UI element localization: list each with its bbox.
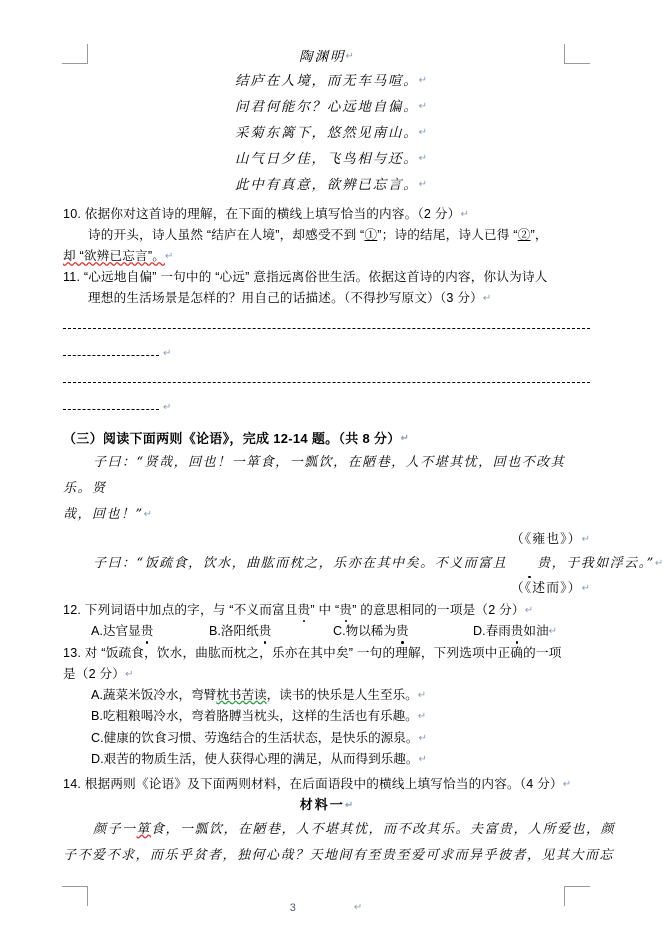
pilcrow-icon: ↵ <box>143 509 153 520</box>
analects-quote-2: 子曰：“饭疏食，饮水，曲肱而枕之，乐亦在其中矣。不义而富且 贵，于我如浮云。”↵ <box>63 551 590 577</box>
pilcrow-icon: ↵ <box>353 902 363 913</box>
pilcrow-icon: ↵ <box>344 799 354 811</box>
poem-line: 山气日夕佳，飞鸟相与还。↵ <box>235 151 427 167</box>
pilcrow-icon: ↵ <box>418 754 427 765</box>
analects-citation-2: （《述而》）↵ <box>510 581 590 596</box>
question-14-stem: 14. 根据两则《论语》及下面两则材料，在后面语段中的横线上填写恰当的内容。（4 分）↵ <box>63 776 572 791</box>
question-12-options <box>63 621 590 643</box>
pilcrow-icon: ↵ <box>165 251 174 262</box>
question-13-option-c[interactable]: C.健康的饮食习惯、劳逸结合的生活状态，是快乐的源泉。↵ <box>91 730 427 745</box>
pilcrow-icon: ↵ <box>418 179 427 190</box>
option-c[interactable]: C.物以稀为贵 <box>333 621 473 643</box>
pilcrow-icon: ↵ <box>581 583 590 594</box>
poem-line: 问君何能尔？心远地自偏。↵ <box>235 99 427 115</box>
question-13-option-a[interactable]: A.蔬菜米饭冷水，弯臂枕书苦读，读书的快乐是人生至乐。↵ <box>91 687 427 702</box>
question-10-stem: 10. 依据你对这首诗的理解，在下面的横线上填写恰当的内容。（2 分）↵ <box>63 207 469 221</box>
answer-line[interactable] <box>63 315 590 342</box>
page-footer <box>0 902 652 914</box>
spellcheck-underline: 枕书苦读 <box>216 687 267 702</box>
answer-line[interactable] <box>63 396 590 423</box>
pilcrow-icon: ↵ <box>548 626 557 637</box>
pilcrow-icon: ↵ <box>418 75 427 86</box>
material-1-line-1: 颜子一箪食，一瓢饮，在陋巷，人不堪其忧，而不改其乐。夫富贵，人所爱也，颜 <box>93 821 616 837</box>
question-10-body: 诗的开头，诗人虽然 “结庐在人境”，却感受不到 “①”；诗的结尾，诗人已得 “②”， <box>88 228 548 242</box>
poem-line: 此中有真意，欲辨已忘言。↵ <box>235 177 427 193</box>
question-11-line-1: 11. “心远地自偏” 一句中的 “心远” 意指远离俗世生活。依据这首诗的内容，你认为诗人 <box>63 270 548 284</box>
pilcrow-icon: ↵ <box>163 402 172 413</box>
poem-line: 结庐在人境，而无车马喧。↵ <box>235 73 427 89</box>
pilcrow-icon: ↵ <box>400 433 409 444</box>
emphasis-dot-char: 贵 <box>259 621 272 643</box>
pilcrow-icon: ↵ <box>417 711 427 722</box>
section-3-heading: （三）阅读下面两则《论语》，完成 12-14 题。（共 8 分）↵ <box>63 431 409 446</box>
analects-citation-1: （《雍也》）↵ <box>510 532 590 547</box>
option-d[interactable]: D.春雨贵如油 <box>473 621 549 643</box>
pilcrow-icon: ↵ <box>562 778 572 790</box>
emphasis-dot-char: 贵 <box>141 621 154 643</box>
pilcrow-icon: ↵ <box>418 127 427 138</box>
emphasis-dot-char: 贵 <box>298 600 311 621</box>
question-13-option-b[interactable]: B.吃粗粮喝冷水，弯着胳膊当枕头，这样的生活也有乐趣。↵ <box>91 709 427 723</box>
question-13-line-1: 13. 对 “饭疏食，饮水，曲肱而枕之，乐亦在其中矣” 一句的理解，下列选项中正确的一项 <box>63 645 562 660</box>
pilcrow-icon: ↵ <box>418 732 427 744</box>
option-a[interactable]: A.达官显贵 <box>91 621 209 643</box>
pilcrow-icon: ↵ <box>418 153 427 164</box>
pilcrow-icon: ↵ <box>460 209 469 220</box>
blank-marker-1: ① <box>364 228 378 242</box>
poem-line: 采菊东篱下，悠然见南山。↵ <box>235 125 427 141</box>
emphasis-dot-char: 贵 <box>511 621 524 643</box>
option-b[interactable]: B.洛阳纸贵 <box>209 621 333 643</box>
page-content <box>63 46 663 869</box>
spellcheck-underline: 箪 <box>136 821 152 837</box>
poem-author: 陶渊明↵ <box>299 49 354 65</box>
question-11-line-2: 理想的生活场景是怎样的？用自己的话描述。（不得抄写原文）（3 分）↵ <box>88 291 492 305</box>
question-13-option-d[interactable]: D.艰苦的物质生活，使人获得心理的满足，从而得到乐趣。↵ <box>91 752 427 766</box>
analects-quote-1-line-1: 子曰：“贤哉，回也！一箪食，一瓢饮，在陋巷，人不堪其忧，回也不改其乐。贤 <box>63 455 566 496</box>
pilcrow-icon: ↵ <box>125 668 134 680</box>
emphasis-dot-char: 贵 <box>396 621 409 643</box>
page-number: 3 <box>289 902 296 914</box>
pilcrow-icon: ↵ <box>345 51 354 62</box>
answer-line[interactable] <box>63 369 590 396</box>
pilcrow-icon: ↵ <box>163 348 172 359</box>
analects-quote-1-line-2: 哉，回也！”↵ <box>63 507 153 522</box>
material-1-line-2: 子不爱不求，而乐乎贫者，独何心哉？天地间有至贵至爱可求而异乎彼者，见其大而忘 <box>63 847 615 863</box>
question-12-stem: 12. 下列词语中加点的字，与 “不义而富且贵” 中 “贵” 的意思相同的一项是（2 分）↵ <box>63 600 590 621</box>
blank-marker-2: ② <box>517 228 531 242</box>
pilcrow-icon: ↵ <box>482 293 492 304</box>
emphasis-dot-char: 贵 <box>339 600 352 621</box>
pilcrow-icon: ↵ <box>418 101 427 112</box>
material-1-heading: 材料一↵ <box>299 797 354 813</box>
answer-line[interactable] <box>63 342 590 369</box>
pilcrow-icon: ↵ <box>654 558 663 569</box>
question-10-body-cont: 却 “欲辨已忘言”。↵ <box>63 249 174 263</box>
question-13-line-2: 是（2 分）↵ <box>63 666 134 681</box>
pilcrow-icon: ↵ <box>524 605 534 616</box>
pilcrow-icon: ↵ <box>417 689 427 701</box>
emphasis-dot-char: 贵 <box>507 551 552 577</box>
pilcrow-icon: ↵ <box>581 534 590 545</box>
